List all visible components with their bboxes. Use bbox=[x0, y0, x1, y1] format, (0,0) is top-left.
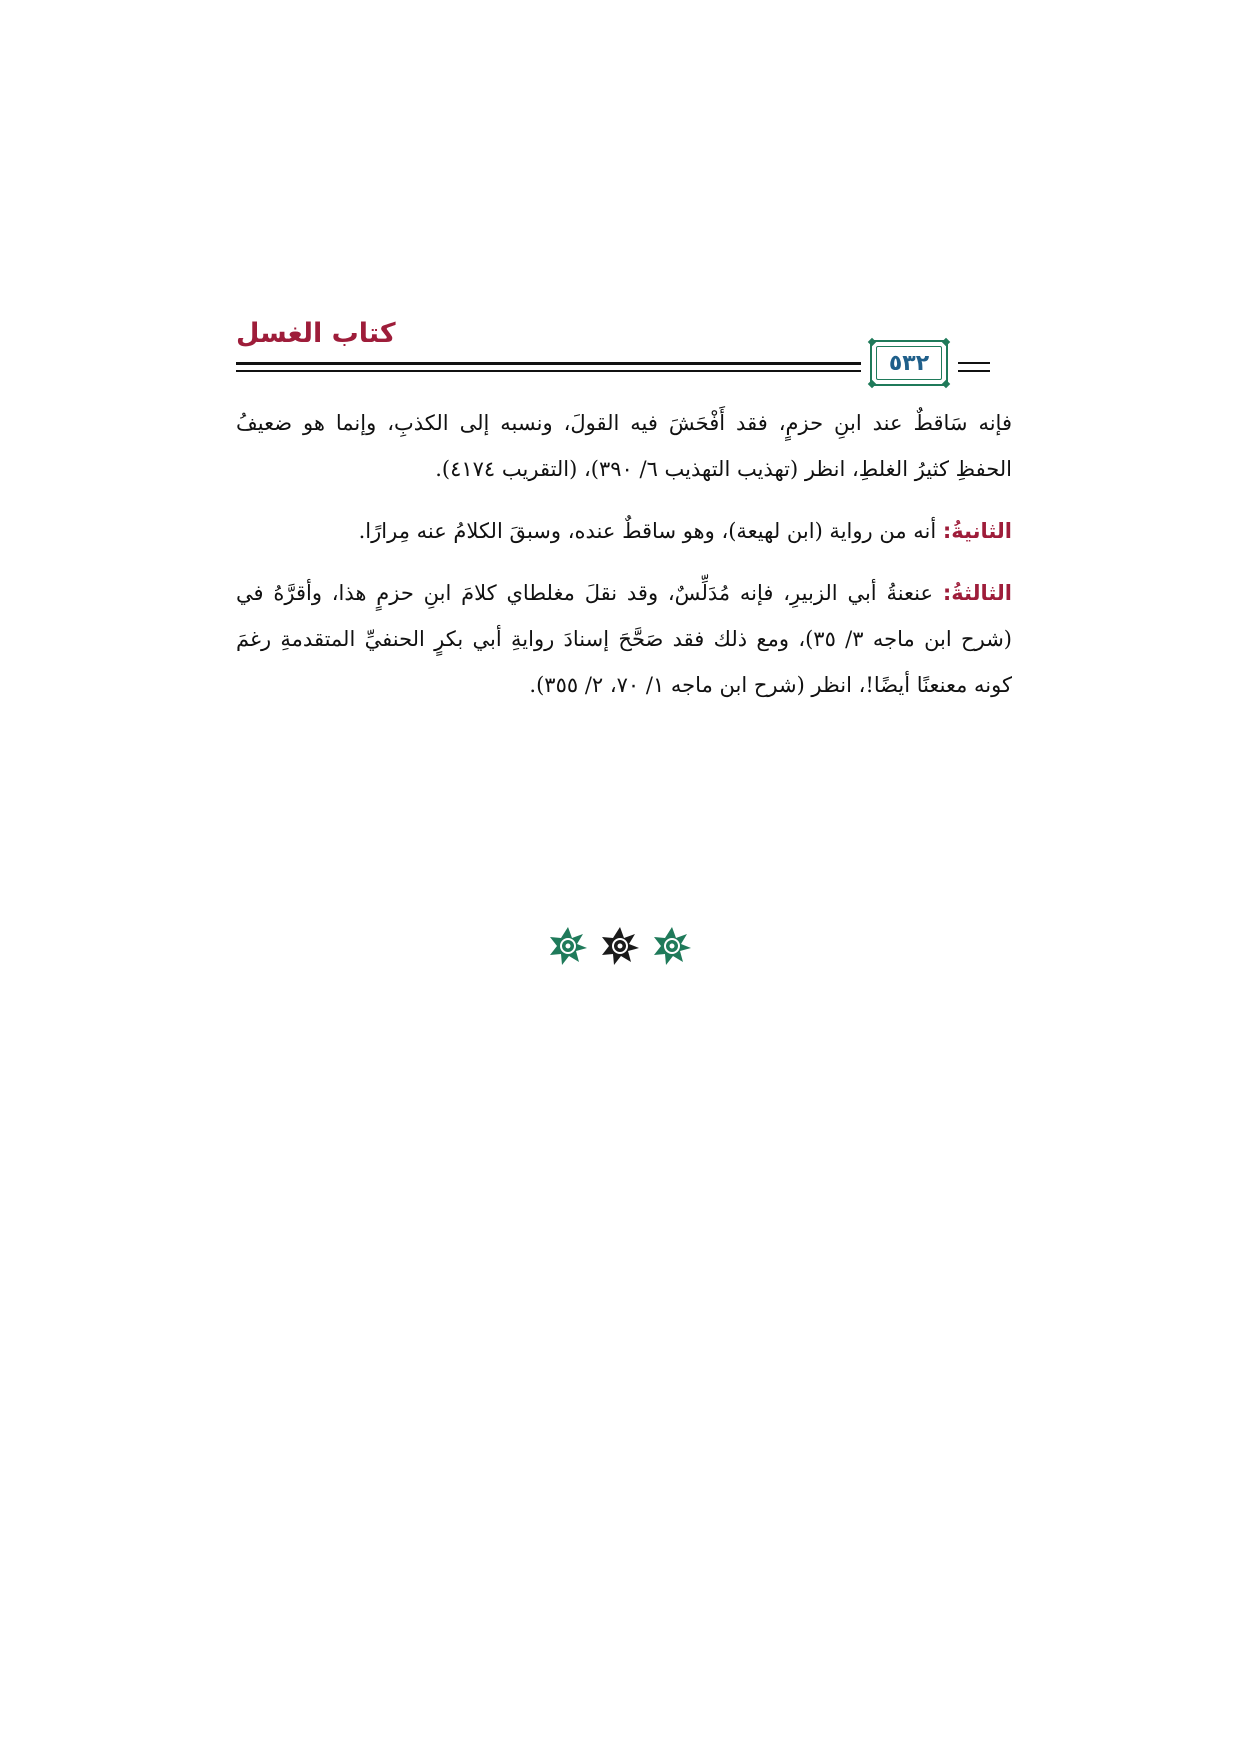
ornament-flower-icon bbox=[548, 926, 588, 966]
badge-corner-ornament bbox=[868, 380, 876, 388]
paragraph-2-text: أنه من رواية (ابن لهيعة)، وهو ساقطٌ عنده، وسبقَ الكلامُ عنه مِرارًا. bbox=[358, 519, 943, 543]
header-rule-thick bbox=[236, 362, 861, 365]
paragraph-2 bbox=[236, 508, 1012, 554]
badge-corner-ornament bbox=[942, 380, 950, 388]
body-text bbox=[236, 400, 1012, 708]
paragraph-1 bbox=[236, 400, 1012, 492]
header-rule-right-bottom bbox=[958, 370, 990, 372]
header-rule-right-top bbox=[958, 362, 990, 364]
header-rule-thin bbox=[236, 370, 861, 372]
paragraph-3 bbox=[236, 570, 1012, 708]
section-end-ornaments bbox=[0, 926, 1240, 976]
badge-corner-ornament bbox=[942, 338, 950, 346]
page-header bbox=[236, 318, 1012, 390]
paragraph-3-lead: الثالثةُ: bbox=[942, 581, 1012, 605]
ornament-flower-icon bbox=[652, 926, 692, 966]
chapter-title: كتاب الغسل bbox=[236, 318, 396, 349]
page-number: ٥٣٢ bbox=[888, 350, 930, 376]
badge-corner-ornament bbox=[868, 338, 876, 346]
paragraph-2-lead: الثانيةُ: bbox=[942, 519, 1012, 543]
paragraph-3-text: عنعنةُ أبي الزبيرِ، فإنه مُدَلِّسٌ، وقد نقلَ مغلطاي كلامَ ابنِ حزمٍ هذا، وأقرَّهُ في (شرح ابن ماجه ٣/ ٣٥)، ومع ذلك فقد صَحَّحَ إسنادَ روايةِ أبي بكرٍ الحنفيِّ المتقدمةِ رغمَ كونه معنعنًا أيضًا!، انظر (شرح ابن ماجه ١/ ٧٠، ٢/ ٣٥٥). bbox=[236, 581, 1012, 697]
ornament-flower-icon bbox=[600, 926, 640, 966]
page-number-badge bbox=[870, 340, 948, 386]
paragraph-1-text: فإنه سَاقطٌ عند ابنِ حزمٍ، فقد أَفْحَشَ فيه القولَ، ونسبه إلى الكذبِ، وإنما هو ضعيفُ الحفظِ كثيرُ الغلطِ، انظر (تهذيب التهذيب ٦/ ٣٩٠)، (التقريب ٤١٧٤). bbox=[236, 411, 1012, 481]
